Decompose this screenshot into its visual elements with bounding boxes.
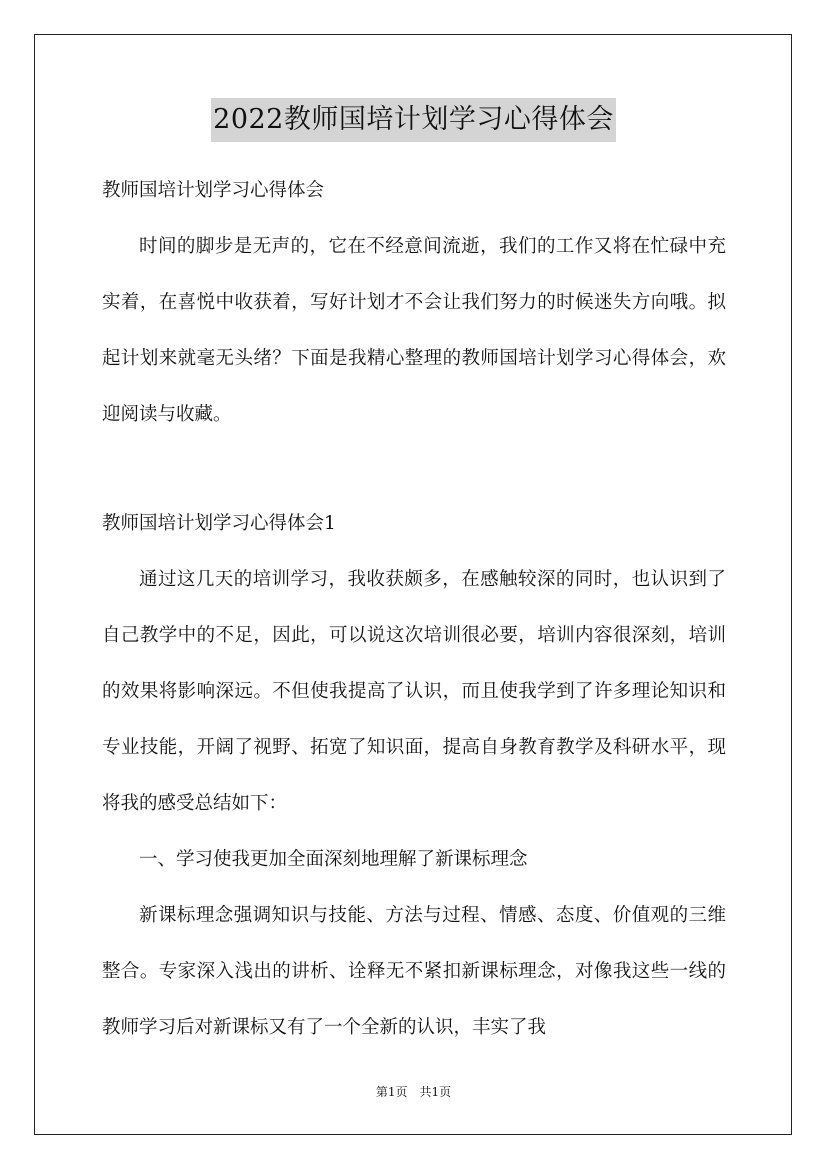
page-number-total: 共1页 xyxy=(419,1085,452,1099)
body-paragraph: 通过这几天的培训学习，我收获颇多，在感触较深的同时，也认识到了自己教学中的不足，因此，可以说这次培训很必要，培训内容很深刻，培训的效果将影响深远。不但使我提高了认识，而且使我学到了许多理论知识和专业技能，开阔了视野、拓宽了知识面，提高自身教育教学及科研水平，现将我的感受总结如下： xyxy=(102,569,726,814)
document-body xyxy=(102,163,726,1056)
page-footer xyxy=(0,1083,827,1100)
document-subtitle: 教师国培计划学习心得体会 xyxy=(102,180,325,201)
body-paragraph: 新课标理念强调知识与技能、方法与过程、情感、态度、价值观的三维整合。专家深入浅出的讲析、诠释无不紧扣新课标理念，对像我这些一线的教师学习后对新课标又有了一个全新的认识，丰实了我 xyxy=(102,905,726,1038)
section-heading: 教师国培计划学习心得体会1 xyxy=(102,513,336,534)
document-title: 2022教师国培计划学习心得体会 xyxy=(211,98,616,142)
intro-paragraph: 时间的脚步是无声的，它在不经意间流逝，我们的工作又将在忙碌中充实着，在喜悦中收获着，写好计划才不会让我们努力的时候迷失方向哦。拟起计划来就毫无头绪？下面是我精心整理的教师国培计划学习心得体会，欢迎阅读与收藏。 xyxy=(102,236,726,425)
document-title-block xyxy=(0,98,827,142)
point-heading: 一、学习使我更加全面深刻地理解了新课标理念 xyxy=(139,849,528,870)
page-number-current: 第1页 xyxy=(375,1085,408,1099)
section-gap xyxy=(102,443,726,496)
